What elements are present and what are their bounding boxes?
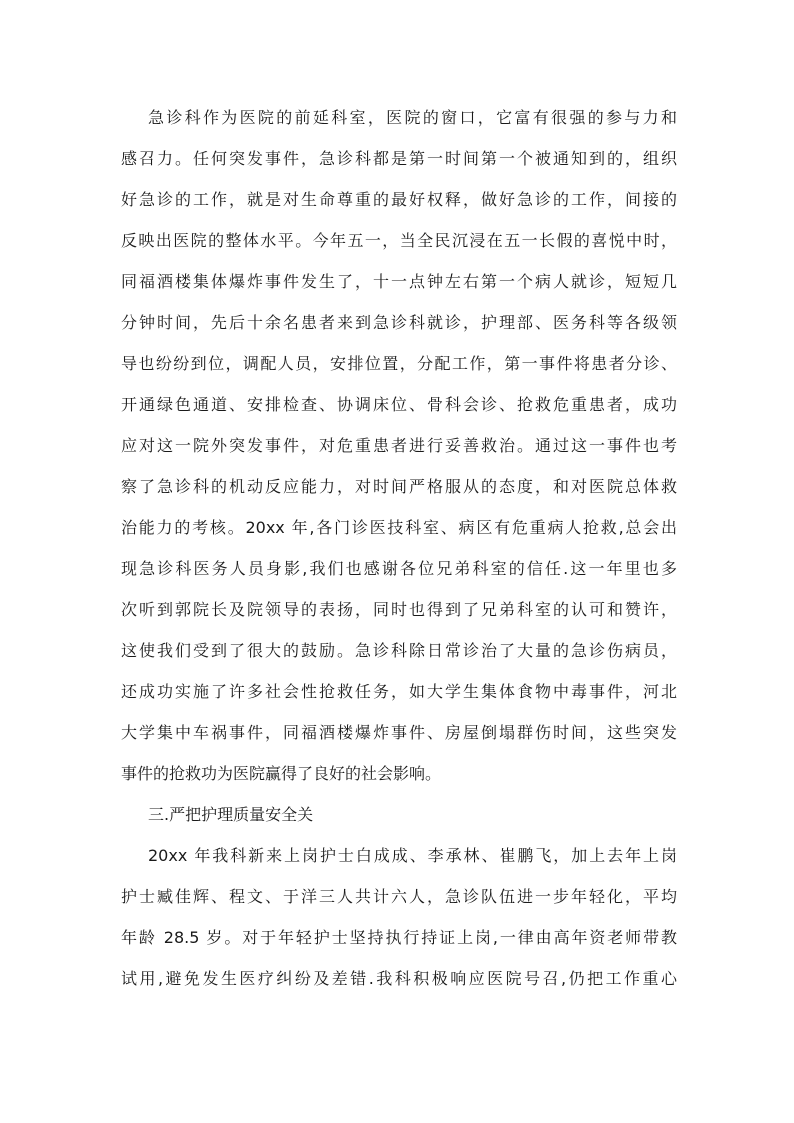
paragraph-1-line-17: 事件的抢救功为医院赢得了良好的社会影响。 — [121, 764, 442, 783]
paragraph-1-line-14: 这使我们受到了很大的鼓励。急诊科除日常诊治了大量的急诊伤病员， — [121, 641, 677, 660]
section-heading: 三.严把护理质量安全关 — [148, 805, 314, 824]
paragraph-2-line-4: 试用,避免发生医疗纠纷及差错.我科积极响应医院号召,仍把工作重心 — [121, 969, 677, 988]
paragraph-2-line-1: 20xx 年我科新来上岗护士白成成、李承林、崔鹏飞，加上去年上岗 — [148, 846, 677, 865]
paragraph-1-line-1: 急诊科作为医院的前延科室，医院的窗口，它富有很强的参与力和 — [148, 108, 677, 127]
paragraph-1-line-9: 应对这一院外突发事件，对危重患者进行妥善救治。通过这一事件也考 — [121, 436, 677, 455]
paragraph-1-line-4: 反映出医院的整体水平。今年五一，当全民沉浸在五一长假的喜悦中时， — [121, 231, 677, 250]
paragraph-1-line-16: 大学集中车祸事件，同福酒楼爆炸事件、房屋倒塌群伤时间，这些突发 — [121, 723, 677, 742]
paragraph-1-line-6: 分钟时间，先后十余名患者来到急诊科就诊，护理部、医务科等各级领 — [121, 313, 677, 332]
paragraph-1-line-15: 还成功实施了许多社会性抢救任务，如大学生集体食物中毒事件，河北 — [121, 682, 677, 701]
paragraph-1-line-11: 治能力的考核。20xx 年,各门诊医技科室、病区有危重病人抢救,总会出 — [121, 518, 677, 537]
paragraph-1-line-3: 好急诊的工作，就是对生命尊重的最好权释，做好急诊的工作，间接的 — [121, 190, 677, 209]
paragraph-1-line-7: 导也纷纷到位，调配人员，安排位置，分配工作，第一事件将患者分诊、 — [121, 354, 677, 373]
paragraph-2-line-2: 护士臧佳辉、程文、于洋三人共计六人，急诊队伍进一步年轻化，平均 — [121, 887, 677, 906]
paragraph-1-line-12: 现急诊科医务人员身影,我们也感谢各位兄弟科室的信任.这一年里也多 — [121, 559, 677, 578]
paragraph-1-line-8: 开通绿色通道、安排检查、协调床位、骨科会诊、抢救危重患者，成功 — [121, 395, 677, 414]
paragraph-2-line-3: 年龄 28.5 岁。对于年轻护士坚持执行持证上岗,一律由高年资老师带教 — [121, 928, 677, 947]
paragraph-1-line-10: 察了急诊科的机动反应能力，对时间严格服从的态度，和对医院总体救 — [121, 477, 677, 496]
paragraph-1-line-5: 同福酒楼集体爆炸事件发生了，十一点钟左右第一个病人就诊，短短几 — [121, 272, 677, 291]
paragraph-1-line-2: 感召力。任何突发事件，急诊科都是第一时间第一个被通知到的，组织 — [121, 149, 677, 168]
paragraph-1-line-13: 次听到郭院长及院领导的表扬，同时也得到了兄弟科室的认可和赞许， — [121, 600, 677, 619]
